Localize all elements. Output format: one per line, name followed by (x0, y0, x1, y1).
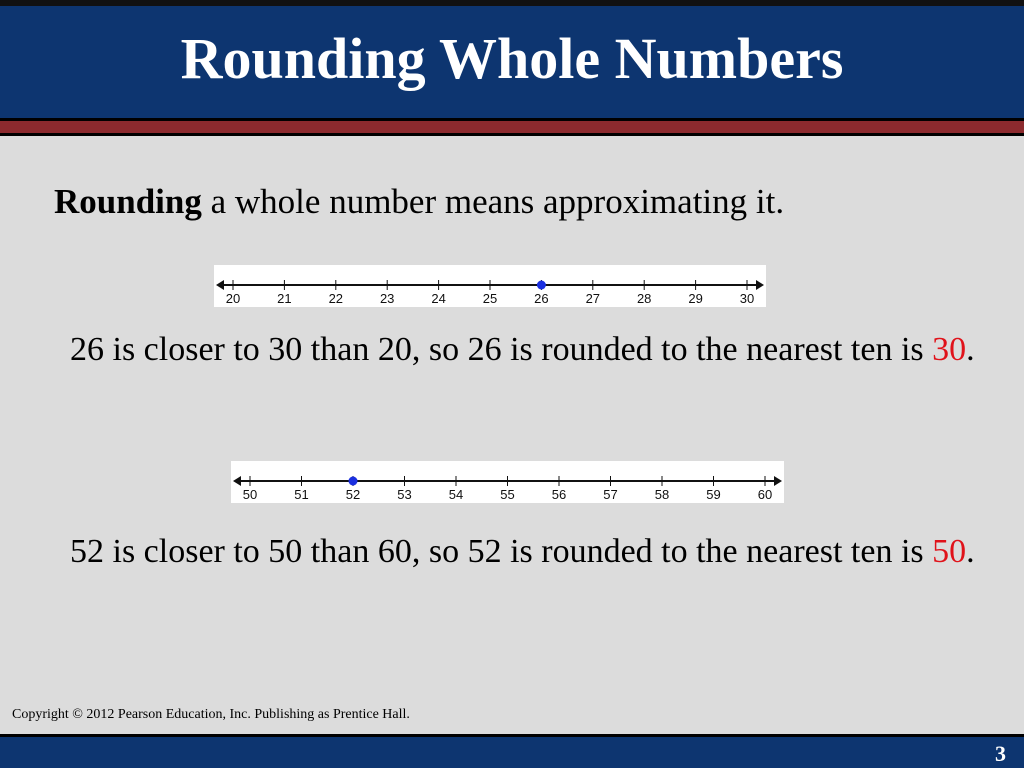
plotted-point (537, 281, 546, 290)
tick-label: 20 (225, 291, 241, 306)
divider-black-bottom (0, 133, 1024, 136)
copyright-notice: Copyright © 2012 Pearson Education, Inc. Publishing as Prentice Hall. (12, 707, 410, 722)
tick-label: 24 (431, 291, 446, 306)
rounded-answer: 50 (932, 533, 967, 570)
tick-label: 53 (397, 487, 412, 502)
tick-label: 56 (551, 487, 567, 502)
header-top-line (0, 0, 1024, 6)
right-arrow-icon (756, 280, 764, 290)
left-arrow-icon (216, 280, 224, 290)
example-paragraph-2 (70, 528, 990, 575)
tick-label: 21 (277, 291, 292, 306)
example-text: 26 is closer to 30 than 20, so 26 is rounded to the nearest ten is (70, 331, 933, 368)
tick-label: 51 (294, 487, 309, 502)
plotted-point (349, 477, 358, 486)
number-line-20-30 (214, 265, 766, 307)
tick-label: 30 (739, 291, 755, 306)
tick-label: 55 (500, 487, 515, 502)
tick-label: 26 (534, 291, 549, 306)
number-line-50-60 (231, 461, 784, 503)
tick-label: 50 (242, 487, 258, 502)
tick-label: 54 (448, 487, 464, 502)
intro-sentence (54, 180, 784, 224)
tick-label: 58 (654, 487, 670, 502)
example-period: . (966, 533, 975, 570)
divider-red-band (0, 121, 1024, 133)
intro-rest: a whole number means approximating it. (201, 182, 785, 221)
tick-label: 52 (345, 487, 361, 502)
slide-footer (0, 734, 1024, 768)
rounded-answer: 30 (932, 331, 967, 368)
right-arrow-icon (774, 476, 782, 486)
tick-label: 29 (688, 291, 703, 306)
slide-title: Rounding Whole Numbers (180, 26, 844, 91)
example-paragraph-1 (70, 326, 990, 373)
tick-label: 22 (328, 291, 344, 306)
slide-header (0, 0, 1024, 118)
page-number: 3 (995, 741, 1006, 766)
number-line-svg (231, 461, 784, 503)
number-line-svg (214, 265, 766, 307)
tick-label: 60 (757, 487, 773, 502)
tick-label: 23 (379, 291, 395, 306)
intro-term: Rounding (54, 182, 202, 221)
tick-label: 28 (636, 291, 652, 306)
tick-label: 27 (585, 291, 601, 306)
example-period: . (966, 331, 975, 368)
tick-label: 59 (706, 487, 721, 502)
example-text: 52 is closer to 50 than 60, so 52 is rounded to the nearest ten is (70, 533, 933, 570)
tick-label: 57 (603, 487, 618, 502)
tick-label: 25 (482, 291, 498, 306)
left-arrow-icon (233, 476, 241, 486)
